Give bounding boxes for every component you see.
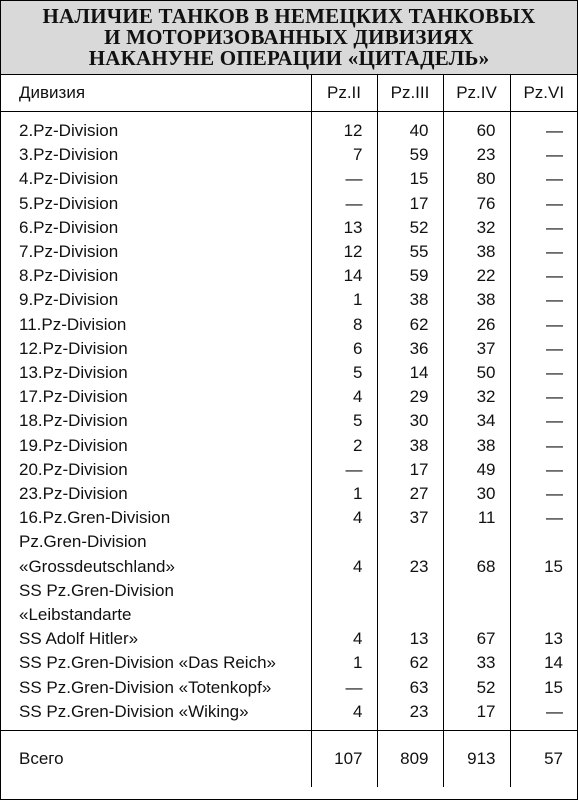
tank-count: 27: [377, 482, 443, 506]
tank-count: [443, 603, 510, 627]
tank-count: [311, 579, 377, 603]
tank-count: 59: [377, 143, 443, 167]
tank-count: [443, 579, 510, 603]
tank-count: —: [510, 337, 577, 361]
tank-count: —: [510, 313, 577, 337]
division-name: SS Adolf Hitler»: [19, 629, 139, 649]
tank-count: [377, 579, 443, 603]
tank-count: 76: [443, 192, 510, 216]
tank-count: 13: [510, 627, 577, 651]
tank-count: —: [510, 264, 577, 288]
tank-count: 36: [377, 337, 443, 361]
division-name: 11.Pz-Division: [19, 314, 127, 334]
tank-count: 13: [311, 216, 377, 240]
tank-count: [510, 603, 577, 627]
tank-count: 33: [443, 651, 510, 675]
table-row: [1, 676, 577, 700]
tank-count: —: [510, 700, 577, 731]
tank-count: 62: [377, 651, 443, 675]
header-pz2: Pz.II: [311, 75, 377, 112]
tank-count: 13: [377, 627, 443, 651]
table-row: [1, 700, 577, 731]
tank-count: 40: [377, 112, 443, 144]
table-row: [1, 288, 577, 312]
title-line-1: НАЛИЧИЕ ТАНКОВ В НЕМЕЦКИХ ТАНКОВЫХ: [42, 4, 536, 28]
table-row: [1, 112, 577, 144]
table-row: [1, 167, 577, 191]
header-pz6: Pz.VI: [510, 75, 577, 112]
tank-count: 12: [311, 240, 377, 264]
table-row: [1, 313, 577, 337]
division-name: 4.Pz-Division: [19, 169, 119, 189]
tank-count: 67: [443, 627, 510, 651]
division-name: SS Pz.Gren-Division: [19, 580, 174, 600]
tank-count: —: [510, 506, 577, 530]
tank-count: 2: [311, 434, 377, 458]
tank-count: 4: [311, 700, 377, 731]
header-pz4: Pz.IV: [443, 75, 510, 112]
tank-count: 55: [377, 240, 443, 264]
tank-count: —: [510, 458, 577, 482]
division-name: «Leibstandarte: [19, 605, 132, 625]
tank-count: 23: [443, 143, 510, 167]
header-row: [1, 75, 577, 112]
tank-count: 1: [311, 288, 377, 312]
tank-count: 14: [510, 651, 577, 675]
header-pz3: Pz.III: [377, 75, 443, 112]
tank-count: —: [510, 361, 577, 385]
division-name: 6.Pz-Division: [19, 217, 119, 237]
division-name: 23.Pz-Division: [19, 484, 128, 504]
division-name: 8.Pz-Division: [19, 266, 119, 286]
tank-count: —: [510, 112, 577, 144]
division-name: 5.Pz-Division: [19, 193, 119, 213]
tank-count: [510, 579, 577, 603]
tank-count: —: [510, 288, 577, 312]
tank-count: 32: [443, 216, 510, 240]
tank-count: 52: [377, 216, 443, 240]
tank-count: 37: [443, 337, 510, 361]
tank-count: —: [510, 216, 577, 240]
tank-count: 12: [311, 112, 377, 144]
tank-count: 11: [443, 506, 510, 530]
division-name: SS Pz.Gren-Division «Wiking»: [19, 701, 249, 721]
tank-count: 6: [311, 337, 377, 361]
tank-count: 8: [311, 313, 377, 337]
division-name: «Grossdeutschland»: [19, 556, 175, 576]
table-row: [1, 240, 577, 264]
tank-count: 68: [443, 555, 510, 579]
table-title: [1, 1, 577, 75]
division-name: 17.Pz-Division: [19, 387, 128, 407]
tank-count: 38: [443, 240, 510, 264]
division-name: 7.Pz-Division: [19, 242, 119, 262]
tank-count: 22: [443, 264, 510, 288]
table-row: [1, 555, 577, 579]
table-row: [1, 143, 577, 167]
table-row: [1, 192, 577, 216]
tank-count: [510, 530, 577, 554]
tank-count: 15: [377, 167, 443, 191]
division-name: 12.Pz-Division: [19, 338, 128, 358]
tank-count: 38: [443, 288, 510, 312]
table-row: [1, 651, 577, 675]
tank-count: 38: [377, 288, 443, 312]
tank-count: 7: [311, 143, 377, 167]
tank-count: [311, 603, 377, 627]
total-count: 809: [377, 731, 443, 788]
tank-count: —: [311, 676, 377, 700]
tank-count: 17: [377, 458, 443, 482]
tank-count: —: [510, 167, 577, 191]
tank-count: —: [311, 167, 377, 191]
total-row: [1, 731, 577, 788]
tank-count: 17: [443, 700, 510, 731]
tank-count: —: [510, 240, 577, 264]
tank-count: 30: [377, 409, 443, 433]
tank-count: 49: [443, 458, 510, 482]
table-row: [1, 337, 577, 361]
table-row: [1, 627, 577, 651]
tank-count: 4: [311, 506, 377, 530]
tank-count: 29: [377, 385, 443, 409]
tank-count: —: [510, 482, 577, 506]
tank-count: 14: [377, 361, 443, 385]
tank-count: 23: [377, 555, 443, 579]
tank-count: [377, 603, 443, 627]
tank-count: 60: [443, 112, 510, 144]
tank-count: 5: [311, 361, 377, 385]
tank-count: 80: [443, 167, 510, 191]
tank-count: 5: [311, 409, 377, 433]
tank-count: —: [510, 409, 577, 433]
table-row: [1, 264, 577, 288]
header-division: Дивизия: [1, 75, 311, 112]
total-count: 913: [443, 731, 510, 788]
division-name: 16.Pz.Gren-Division: [19, 508, 171, 528]
tank-count: 26: [443, 313, 510, 337]
total-count: 107: [311, 731, 377, 788]
division-name: 13.Pz-Division: [19, 363, 128, 383]
tank-count: [311, 530, 377, 554]
tank-count: 15: [510, 676, 577, 700]
title-line-2: И МОТОРИЗОВАННЫХ ДИВИЗИЯХ: [104, 25, 474, 49]
tank-count: —: [311, 192, 377, 216]
table-row: [1, 482, 577, 506]
division-name: SS Pz.Gren-Division «Totenkopf»: [19, 677, 272, 697]
tank-count: [377, 530, 443, 554]
tank-count: 59: [377, 264, 443, 288]
table-row: [1, 506, 577, 530]
division-name: Pz.Gren-Division: [19, 532, 147, 552]
tank-count: —: [510, 143, 577, 167]
tank-count: 14: [311, 264, 377, 288]
table-row: [1, 530, 577, 554]
tank-count: 4: [311, 555, 377, 579]
tank-count: 52: [443, 676, 510, 700]
tank-count: 37: [377, 506, 443, 530]
title-line-3: НАКАНУНЕ ОПЕРАЦИИ «ЦИТАДЕЛЬ»: [88, 46, 490, 70]
division-name: 3.Pz-Division: [19, 145, 119, 165]
tank-count: 38: [443, 434, 510, 458]
division-name: 19.Pz-Division: [19, 435, 128, 455]
table-row: [1, 361, 577, 385]
tank-count: —: [510, 192, 577, 216]
tank-table: [1, 75, 577, 787]
tank-count: 30: [443, 482, 510, 506]
table-row: [1, 603, 577, 627]
table-row: [1, 434, 577, 458]
tank-count: 23: [377, 700, 443, 731]
tank-count: 1: [311, 651, 377, 675]
tank-count: [443, 530, 510, 554]
division-name: 18.Pz-Division: [19, 411, 128, 431]
tank-count: —: [510, 385, 577, 409]
total-label: Всего: [1, 731, 311, 788]
tank-count: 15: [510, 555, 577, 579]
tank-count: 34: [443, 409, 510, 433]
table-body: [1, 112, 577, 788]
tank-count: 17: [377, 192, 443, 216]
tank-count: 38: [377, 434, 443, 458]
table-row: [1, 458, 577, 482]
division-name: 2.Pz-Division: [19, 121, 119, 140]
division-name: 20.Pz-Division: [19, 459, 128, 479]
tank-count: 4: [311, 385, 377, 409]
tank-count: 62: [377, 313, 443, 337]
table-row: [1, 409, 577, 433]
table-row: [1, 216, 577, 240]
tank-count: 32: [443, 385, 510, 409]
table-row: [1, 579, 577, 603]
tank-count: —: [311, 458, 377, 482]
division-name: 9.Pz-Division: [19, 290, 119, 310]
tank-count: 63: [377, 676, 443, 700]
tank-count: 1: [311, 482, 377, 506]
tank-count: 50: [443, 361, 510, 385]
tank-count: 4: [311, 627, 377, 651]
total-count: 57: [510, 731, 577, 788]
division-name: SS Pz.Gren-Division «Das Reich»: [19, 653, 276, 673]
table-row: [1, 385, 577, 409]
tank-count: —: [510, 434, 577, 458]
